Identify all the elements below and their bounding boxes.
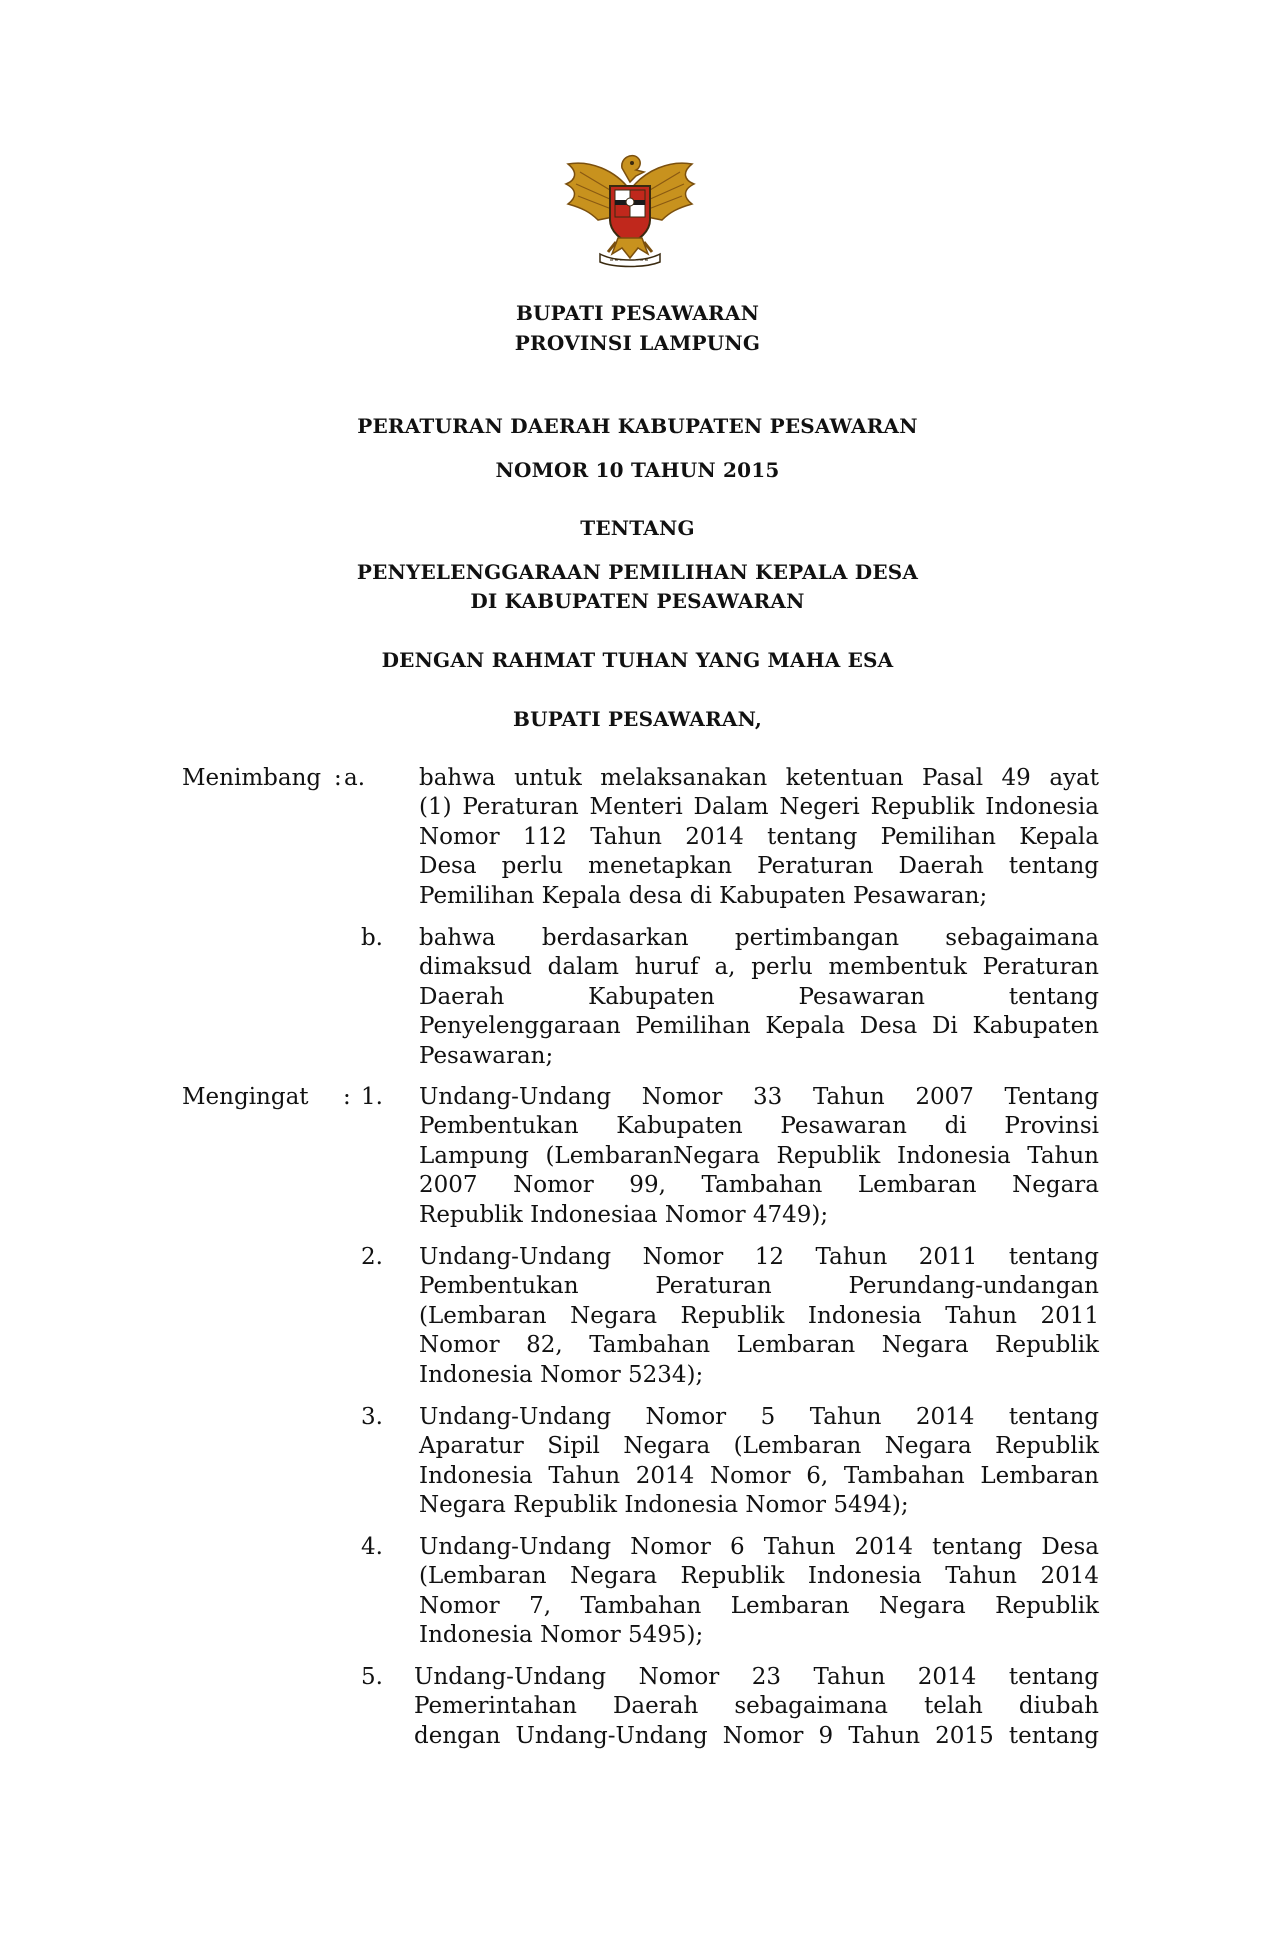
mengingat-marker-2: 2. <box>361 1244 383 1270</box>
text-line: Undang-Undang Nomor 12 Tahun 2011 tentang <box>419 1244 1099 1270</box>
text-line: (Lembaran Negara Republik Indonesia Tahun 2011 <box>419 1302 1099 1329</box>
mengingat-marker-4: 4. <box>361 1534 383 1560</box>
text-line: Pembentukan Peraturan Perundang-undangan <box>419 1273 1099 1300</box>
text-line: bahwa berdasarkan pertimbangan sebagaimana <box>419 925 1099 951</box>
about-heading: TENTANG <box>580 516 695 540</box>
issuer-heading: BUPATI PESAWARAN, <box>512 707 762 731</box>
text-line: Pesawaran; <box>419 1042 554 1069</box>
text-line: Aparatur Sipil Negara (Lembaran Negara Republik <box>419 1433 1099 1460</box>
text-line: Undang-Undang Nomor 6 Tahun 2014 tentang Desa <box>419 1534 1099 1560</box>
mengingat-item-4 <box>419 1533 1099 1651</box>
text-line: Undang-Undang Nomor 33 Tahun 2007 Tentang <box>419 1084 1099 1110</box>
text-line: 2007 Nomor 99, Tambahan Lembaran Negara <box>419 1172 1099 1199</box>
mengingat-item-1 <box>419 1083 1099 1230</box>
text-line: Nomor 7, Tambahan Lembaran Negara Republik <box>419 1592 1099 1619</box>
subject-line-2: DI KABUPATEN PESAWARAN <box>470 589 805 613</box>
menimbang-marker-a: a. <box>344 765 366 791</box>
mengingat-label: Mengingat <box>182 1084 309 1110</box>
mengingat-marker-5: 5. <box>361 1664 383 1690</box>
text-line: Pemerintahan Daerah sebagaimana telah diubah <box>414 1693 1099 1720</box>
mengingat-item-2 <box>419 1243 1099 1390</box>
text-line: Pemilihan Kepala desa di Kabupaten Pesawaran; <box>419 882 988 909</box>
mengingat-item-3 <box>419 1403 1099 1521</box>
text-line: dimaksud dalam huruf a, perlu membentuk Peraturan <box>419 954 1099 981</box>
text-line: Negara Republik Indonesia Nomor 5494); <box>419 1492 909 1519</box>
menimbang-marker-b: b. <box>360 925 383 951</box>
text-line: Indonesia Nomor 5495); <box>419 1622 704 1649</box>
text-line: Undang-Undang Nomor 23 Tahun 2014 tentang <box>414 1664 1099 1690</box>
regulation-number: NOMOR 10 TAHUN 2015 <box>495 458 780 482</box>
text-line: Daerah Kabupaten Pesawaran tentang <box>419 983 1099 1010</box>
text-line: Nomor 112 Tahun 2014 tentang Pemilihan Kepala <box>419 823 1099 850</box>
province-title: PROVINSI LAMPUNG <box>514 331 761 355</box>
menimbang-item-b <box>419 924 1099 1071</box>
mengingat-item-5 <box>414 1663 1099 1751</box>
text-line: bahwa untuk melaksanakan ketentuan Pasal 49 ayat <box>419 765 1099 791</box>
garuda-emblem-icon <box>560 150 700 268</box>
issuer-title: BUPATI PESAWARAN <box>515 301 760 325</box>
menimbang-label: Menimbang <box>182 765 322 791</box>
text-line: (Lembaran Negara Republik Indonesia Tahun 2014 <box>419 1563 1099 1590</box>
subject-line-1: PENYELENGGARAAN PEMILIHAN KEPALA DESA <box>356 560 919 584</box>
mengingat-colon: : <box>343 1084 351 1110</box>
text-line: Desa perlu menetapkan Peraturan Daerah tentang <box>419 853 1099 880</box>
regulation-title: PERATURAN DAERAH KABUPATEN PESAWARAN <box>357 414 918 438</box>
text-line: Pembentukan Kabupaten Pesawaran di Provinsi <box>419 1113 1099 1140</box>
text-line: Lampung (LembaranNegara Republik Indonesia Tahun <box>419 1142 1099 1169</box>
text-line: (1) Peraturan Menteri Dalam Negeri Republik Indonesia <box>419 794 1099 821</box>
mengingat-marker-1: 1. <box>361 1084 383 1110</box>
menimbang-colon: : <box>334 765 342 791</box>
text-line: Undang-Undang Nomor 5 Tahun 2014 tentang <box>419 1404 1099 1430</box>
text-line: Indonesia Tahun 2014 Nomor 6, Tambahan Lembaran <box>419 1462 1099 1489</box>
mengingat-marker-3: 3. <box>361 1404 383 1430</box>
text-line: Republik Indonesiaa Nomor 4749); <box>419 1201 829 1228</box>
blessing-heading: DENGAN RAHMAT TUHAN YANG MAHA ESA <box>381 648 894 672</box>
menimbang-item-a <box>419 764 1099 911</box>
text-line: Nomor 82, Tambahan Lembaran Negara Republik <box>419 1332 1099 1359</box>
text-line: dengan Undang-Undang Nomor 9 Tahun 2015 tentang <box>414 1722 1099 1749</box>
text-line: Penyelenggaraan Pemilihan Kepala Desa Di Kabupaten <box>419 1013 1099 1040</box>
text-line: Indonesia Nomor 5234); <box>419 1361 704 1388</box>
